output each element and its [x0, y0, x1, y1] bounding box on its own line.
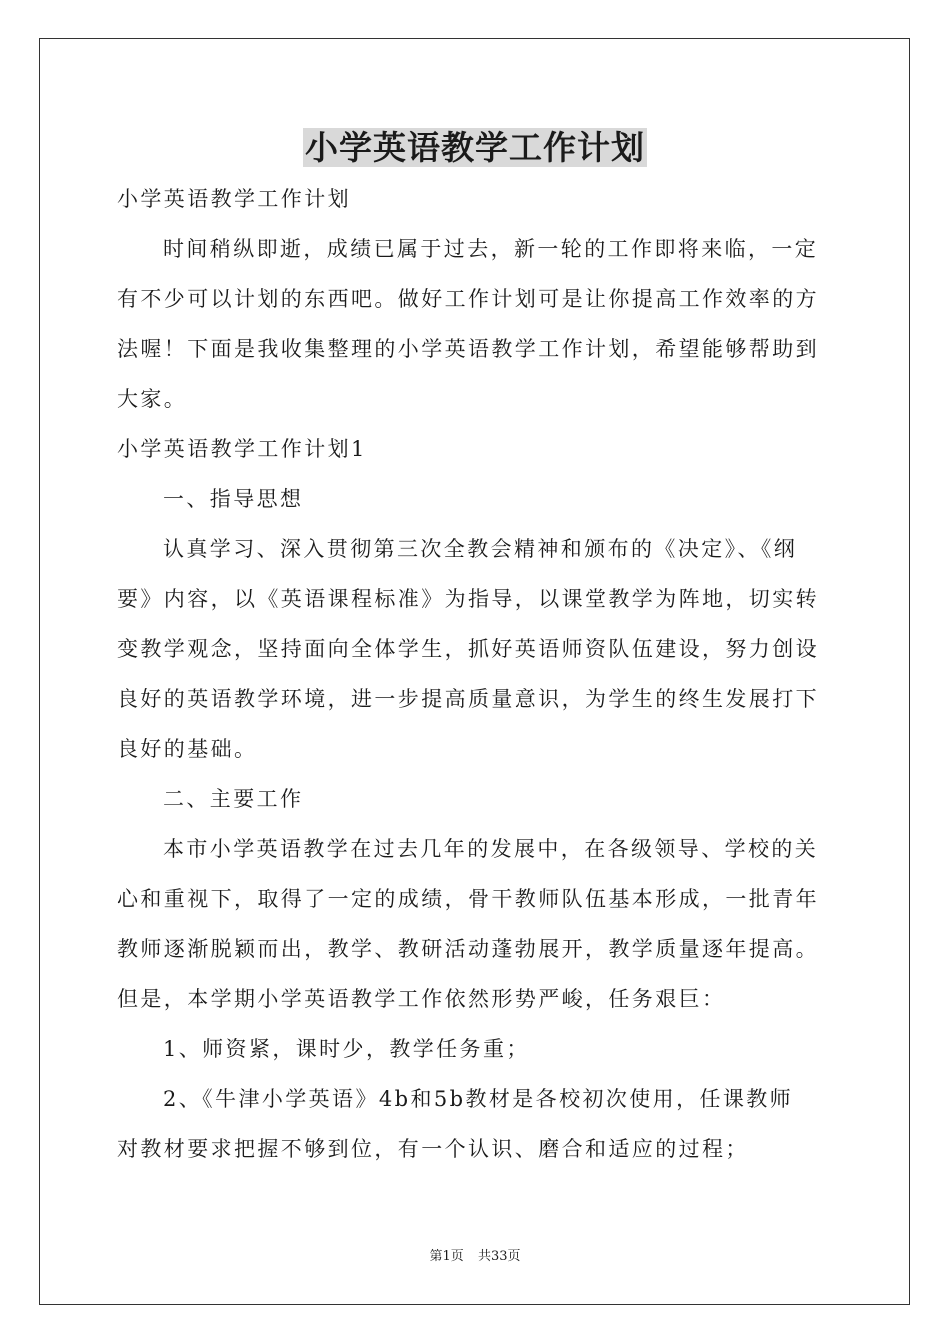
document-title-text: 小学英语教学工作计划 [305, 128, 645, 167]
page-total: 共33页 [477, 1249, 521, 1264]
paragraph-line: 变教学观念，坚持面向全体学生，抓好英语师资队伍建设，努力创设 [117, 637, 819, 661]
paragraph-line: 时间稍纵即逝，成绩已属于过去，新一轮的工作即将来临，一定 [163, 237, 819, 261]
document-title [0, 125, 950, 171]
paragraph-line: 但是，本学期小学英语教学工作依然形势严峻，任务艰巨： [117, 987, 726, 1011]
document-body [117, 174, 833, 1174]
paragraph-line: 本市小学英语教学在过去几年的发展中，在各级领导、学校的关 [163, 837, 819, 861]
paragraph-line: 有不少可以计划的东西吧。做好工作计划可是让你提高工作效率的方 [117, 287, 819, 311]
subsection-heading: 一、指导思想 [163, 487, 304, 511]
list-item-line: 1、师资紧，课时少，教学任务重； [163, 1037, 530, 1061]
list-item-line: 2、《牛津小学英语》4b和5b教材是各校初次使用，任课教师 [163, 1087, 794, 1111]
list-item-line: 对教材要求把握不够到位，有一个认识、磨合和适应的过程； [117, 1137, 749, 1161]
paragraph-line: 良好的英语教学环境，进一步提高质量意识，为学生的终生发展打下 [117, 687, 819, 711]
paragraph-line: 大家。 [117, 387, 188, 411]
paragraph-line: 心和重视下，取得了一定的成绩，骨干教师队伍基本形成，一批青年 [117, 887, 819, 911]
paragraph-line: 教师逐渐脱颖而出，教学、教研活动蓬勃展开，教学质量逐年提高。 [117, 937, 819, 961]
page-number: 第1页 [429, 1249, 464, 1264]
section-heading: 小学英语教学工作计划1 [117, 437, 367, 461]
paragraph-line: 法喔！下面是我收集整理的小学英语教学工作计划，希望能够帮助到 [117, 337, 819, 361]
subtitle-line: 小学英语教学工作计划 [117, 187, 351, 211]
page-footer [0, 1248, 950, 1266]
paragraph-line: 良好的基础。 [117, 737, 258, 761]
subsection-heading: 二、主要工作 [163, 787, 304, 811]
paragraph-line: 要》内容，以《英语课程标准》为指导，以课堂教学为阵地，切实转 [117, 587, 819, 611]
paragraph-line: 认真学习、深入贯彻第三次全教会精神和颁布的《决定》、《纲 [163, 537, 798, 561]
